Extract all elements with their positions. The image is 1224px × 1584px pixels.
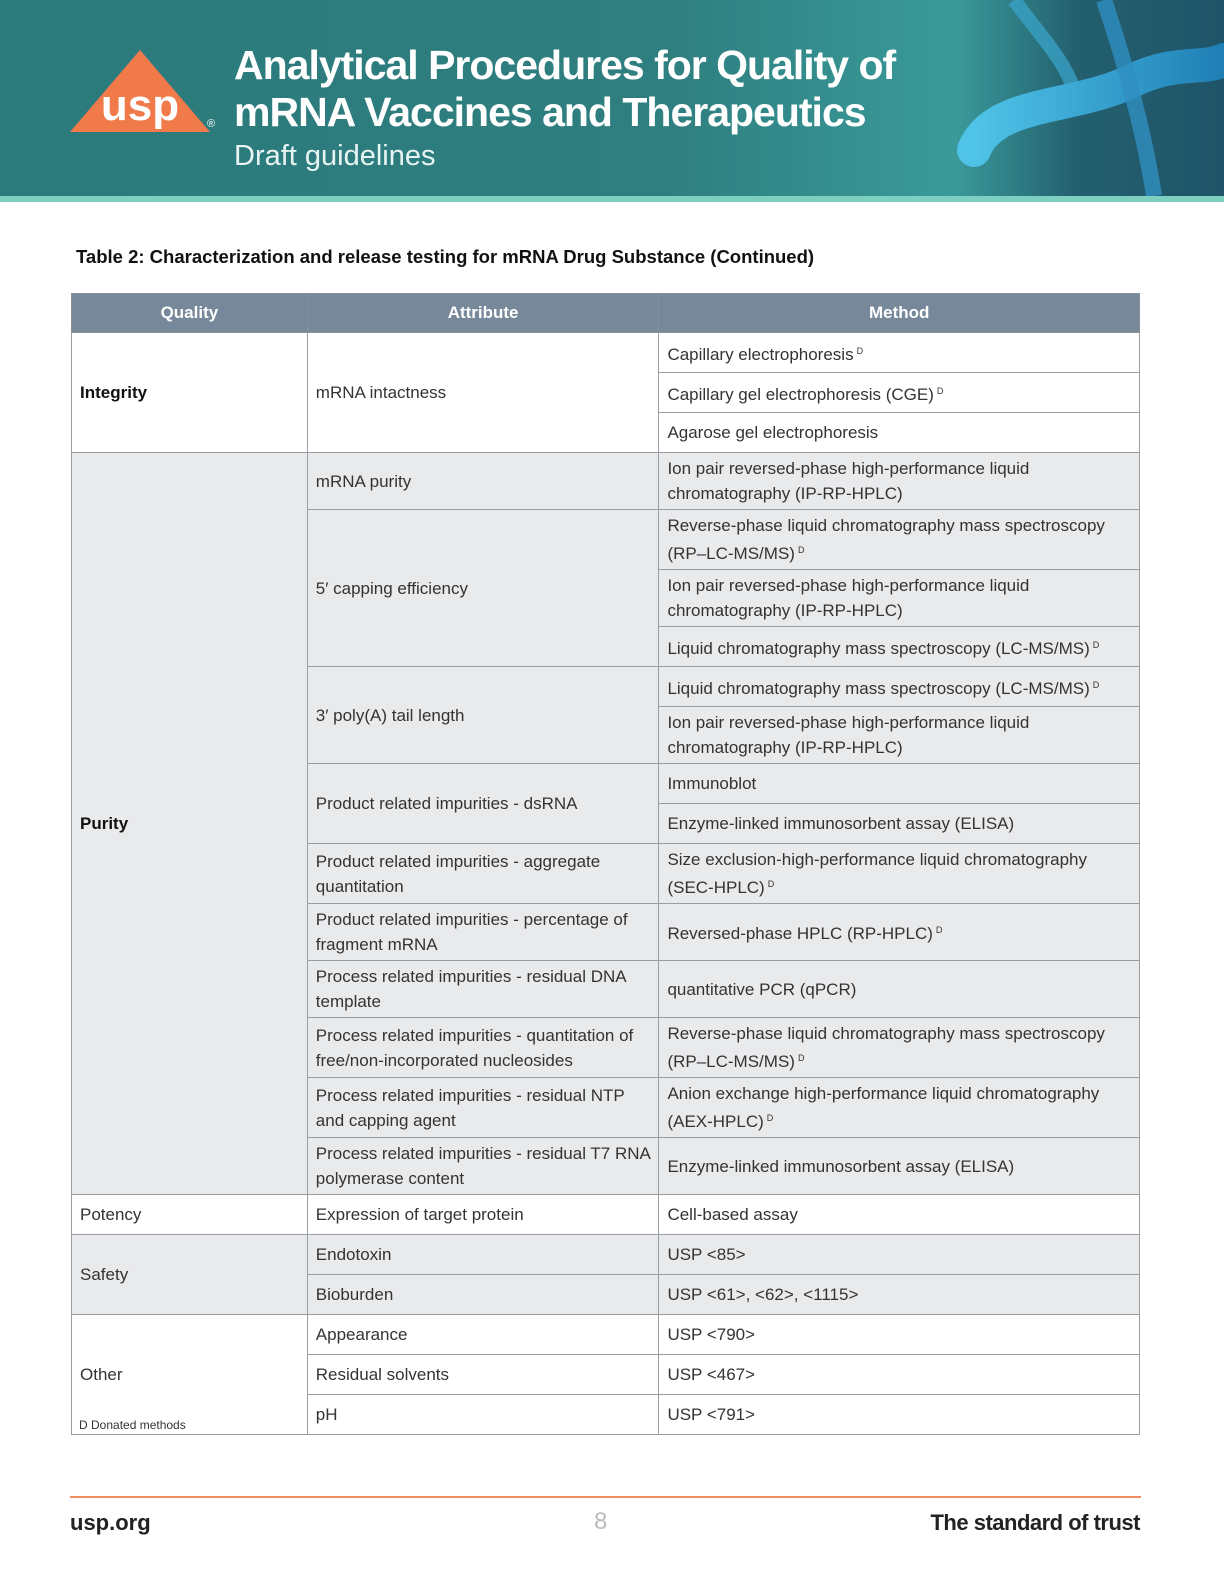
quality-label: Other <box>80 1365 123 1384</box>
method-label: USP <791> <box>667 1405 756 1424</box>
method-cell <box>659 1275 1140 1315</box>
attribute-label: Appearance <box>315 1325 408 1344</box>
method-cell <box>659 373 1140 413</box>
usp-logo <box>70 50 210 132</box>
attribute-label: Bioburden <box>315 1285 394 1304</box>
method-cell <box>659 510 1140 570</box>
attribute-label: Residual solvents <box>315 1365 450 1384</box>
method-cell <box>659 804 1140 844</box>
method-label: Anion exchange high-performance liquid chromatography (AEX-HPLC) <box>667 1084 1100 1131</box>
method-label: quantitative PCR (qPCR) <box>667 979 857 999</box>
footnote: D Donated methods <box>79 1418 186 1432</box>
table-header-row <box>72 294 1140 333</box>
table-row <box>72 333 1140 373</box>
method-label: Cell-based assay <box>667 1205 798 1224</box>
attribute-label: 5′ capping efficiency <box>315 578 468 598</box>
method-label: Ion pair reversed-phase high-performance liquid chromatography (IP-RP-HPLC) <box>667 713 1030 757</box>
method-cell <box>659 844 1140 904</box>
attribute-cell <box>307 1275 659 1315</box>
title-line-2: mRNA Vaccines and Therapeutics <box>234 89 866 135</box>
attribute-label: Process related impurities - residual DNA template <box>315 967 626 1011</box>
quality-label: Potency <box>80 1205 142 1224</box>
method-cell <box>659 904 1140 961</box>
donated-marker: D <box>766 1113 774 1123</box>
method-cell <box>659 627 1140 667</box>
method-cell <box>659 1195 1140 1235</box>
method-label: Capillary gel electrophoresis (CGE) <box>667 384 934 404</box>
testing-table <box>71 293 1140 1435</box>
table-caption: Table 2: Characterization and release testing for mRNA Drug Substance (Continued) <box>76 246 815 267</box>
table-row <box>72 453 1140 510</box>
method-label: Ion pair reversed-phase high-performance liquid chromatography (IP-RP-HPLC) <box>667 576 1030 620</box>
attribute-cell <box>307 844 659 904</box>
document-subtitle: Draft guidelines <box>234 140 436 172</box>
method-cell <box>659 764 1140 804</box>
attribute-label: mRNA intactness <box>315 383 447 402</box>
attribute-label: pH <box>315 1405 338 1424</box>
quality-cell <box>72 1195 308 1235</box>
table-row <box>72 1315 1140 1355</box>
attribute-cell <box>307 333 659 453</box>
attribute-label: 3′ poly(A) tail length <box>315 705 465 725</box>
attribute-label: Process related impurities - quantitation of free/non-incorporated nucleosides <box>315 1025 634 1070</box>
method-label: Reverse-phase liquid chromatography mass spectroscopy (RP–LC-MS/MS) <box>667 1024 1105 1071</box>
method-cell <box>659 667 1140 707</box>
quality-cell <box>72 1235 308 1315</box>
svg-text:usp: usp <box>100 81 180 130</box>
attribute-cell <box>307 1195 659 1235</box>
dna-helix-image <box>954 0 1224 196</box>
attribute-cell <box>307 453 659 510</box>
quality-label: Safety <box>80 1265 129 1284</box>
method-label: Liquid chromatography mass spectroscopy (LC-MS/MS) <box>667 678 1090 698</box>
attribute-label: Process related impurities - residual NTP and capping agent <box>315 1085 625 1130</box>
method-label: Enzyme-linked immunosorbent assay (ELISA) <box>667 1156 1015 1176</box>
method-label: USP <790> <box>667 1325 756 1344</box>
quality-cell <box>72 333 308 453</box>
method-cell <box>659 1355 1140 1395</box>
attribute-cell <box>307 1078 659 1138</box>
method-cell <box>659 453 1140 510</box>
method-label: USP <85> <box>667 1245 746 1264</box>
method-cell <box>659 1018 1140 1078</box>
method-cell <box>659 413 1140 453</box>
attribute-label: Expression of target protein <box>315 1205 524 1224</box>
method-cell <box>659 333 1140 373</box>
method-label: Liquid chromatography mass spectroscopy (LC-MS/MS) <box>667 638 1090 658</box>
attribute-cell <box>307 1235 659 1275</box>
attribute-cell <box>307 1395 659 1435</box>
attribute-cell <box>307 1315 659 1355</box>
column-header-method: Method <box>659 294 1140 333</box>
footer-tagline: The standard of trust <box>930 1510 1140 1535</box>
title-line-1: Analytical Procedures for Quality of <box>234 42 896 88</box>
donated-marker: D <box>856 345 864 356</box>
quality-label: Integrity <box>80 383 148 402</box>
method-label: Capillary electrophoresis <box>667 344 854 364</box>
method-cell <box>659 961 1140 1018</box>
method-label: Immunoblot <box>667 774 757 793</box>
method-label: Agarose gel electrophoresis <box>667 423 879 442</box>
attribute-cell <box>307 961 659 1018</box>
method-label: Reversed-phase HPLC (RP-HPLC) <box>667 924 933 943</box>
method-label: USP <467> <box>667 1365 756 1384</box>
attribute-cell <box>307 904 659 961</box>
table-body <box>72 333 1140 1435</box>
quality-cell <box>72 453 308 1195</box>
page-number: 8 <box>594 1508 608 1535</box>
method-cell <box>659 1395 1140 1435</box>
attribute-label: mRNA purity <box>315 471 412 491</box>
method-label: Enzyme-linked immunosorbent assay (ELISA) <box>667 814 1015 833</box>
banner-stripe <box>0 196 1224 202</box>
attribute-label: Endotoxin <box>315 1245 392 1264</box>
donated-marker: D <box>1092 639 1100 650</box>
table-row <box>72 1235 1140 1275</box>
method-cell <box>659 1315 1140 1355</box>
method-label: USP <61>, <62>, <1115> <box>667 1285 859 1304</box>
quality-cell <box>72 1315 308 1435</box>
column-header-quality: Quality <box>72 294 308 333</box>
donated-marker: D <box>767 879 775 889</box>
method-label: Reverse-phase liquid chromatography mass spectroscopy (RP–LC-MS/MS) <box>667 516 1105 563</box>
attribute-cell <box>307 764 659 844</box>
footer-site-link[interactable]: usp.org <box>70 1510 151 1535</box>
donated-marker: D <box>1092 679 1100 690</box>
method-cell <box>659 1235 1140 1275</box>
column-header-attribute: Attribute <box>307 294 659 333</box>
attribute-label: Process related impurities - residual T7 RNA polymerase content <box>315 1144 650 1188</box>
table-row <box>72 1195 1140 1235</box>
donated-marker: D <box>797 545 805 555</box>
method-cell <box>659 1138 1140 1195</box>
quality-label: Purity <box>80 814 129 833</box>
donated-marker: D <box>935 925 943 935</box>
attribute-label: Product related impurities - aggregate quantitation <box>315 851 601 896</box>
attribute-cell <box>307 667 659 764</box>
attribute-cell <box>307 1355 659 1395</box>
document-title <box>234 42 895 136</box>
footer-divider <box>70 1496 1141 1498</box>
attribute-label: Product related impurities - dsRNA <box>315 794 578 813</box>
header-banner <box>0 0 1224 196</box>
donated-marker: D <box>936 385 944 396</box>
attribute-label: Product related impurities - percentage of fragment mRNA <box>315 910 628 954</box>
method-label: Ion pair reversed-phase high-performance liquid chromatography (IP-RP-HPLC) <box>667 459 1030 503</box>
method-label: Size exclusion-high-performance liquid chromatography (SEC-HPLC) <box>667 850 1087 897</box>
attribute-cell <box>307 1018 659 1078</box>
registered-mark: ® <box>207 118 216 130</box>
attribute-cell <box>307 510 659 667</box>
attribute-cell <box>307 1138 659 1195</box>
method-cell <box>659 570 1140 627</box>
method-cell <box>659 707 1140 764</box>
donated-marker: D <box>797 1053 805 1063</box>
method-cell <box>659 1078 1140 1138</box>
